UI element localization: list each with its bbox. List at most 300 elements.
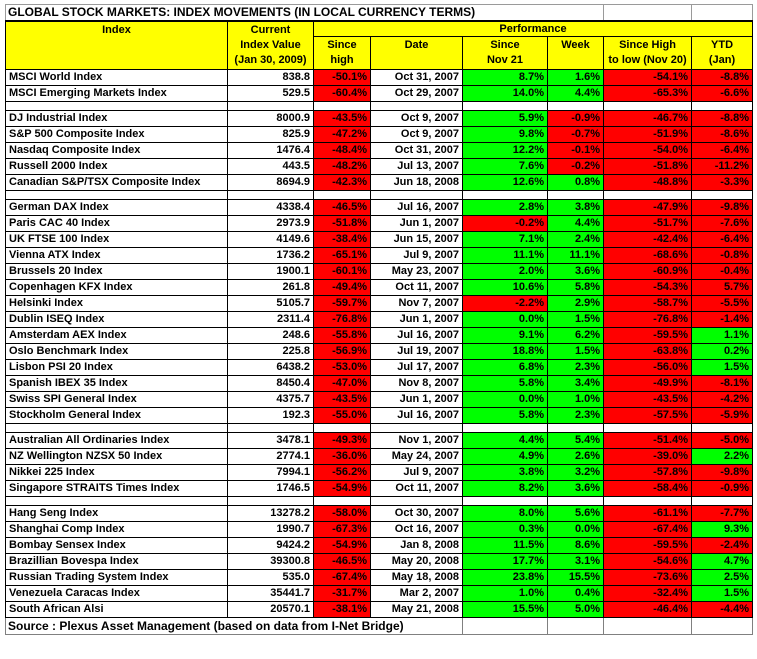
since-high-to-low-cell: -61.1% [604, 506, 692, 522]
date-line-1: Date [404, 39, 429, 51]
since-high-to-low-cell: -56.0% [604, 360, 692, 376]
current-value-cell: 8450.4 [228, 376, 314, 392]
separator-row [6, 102, 753, 111]
ytd-cell: -5.9% [692, 408, 753, 424]
date-cell: Jun 18, 2008 [371, 175, 463, 191]
since-nov21-cell: 15.5% [463, 602, 548, 618]
separator-cell [371, 497, 463, 506]
column-header-ytd [692, 37, 753, 70]
index-name-cell: Russian Trading System Index [6, 570, 228, 586]
ytd-cell: -8.6% [692, 127, 753, 143]
since-high-line-1: Since [327, 39, 357, 51]
since-high-cell: -67.4% [314, 570, 371, 586]
separator-cell [604, 424, 692, 433]
date-cell: Oct 31, 2007 [371, 143, 463, 159]
since-high-cell: -60.4% [314, 86, 371, 102]
date-cell: Jul 16, 2007 [371, 408, 463, 424]
since-high-to-low-cell: -59.5% [604, 538, 692, 554]
table-row [6, 538, 753, 554]
since-nov21-cell: 9.1% [463, 328, 548, 344]
column-header-date [371, 37, 463, 70]
separator-cell [692, 191, 753, 200]
column-header-index-label: Index [102, 23, 131, 36]
week-cell: 2.3% [548, 408, 604, 424]
separator-row [6, 191, 753, 200]
date-cell: Jun 1, 2007 [371, 312, 463, 328]
date-cell: Oct 11, 2007 [371, 280, 463, 296]
date-cell: Jul 16, 2007 [371, 200, 463, 216]
markets-table [5, 4, 753, 635]
table-row [6, 70, 753, 86]
week-cell: 3.2% [548, 465, 604, 481]
since-high-cell: -56.2% [314, 465, 371, 481]
table-row [6, 586, 753, 602]
ytd-cell: -9.8% [692, 465, 753, 481]
ytd-cell: 2.2% [692, 449, 753, 465]
since-nov21-cell: 5.8% [463, 408, 548, 424]
current-value-cell: 825.9 [228, 127, 314, 143]
ytd-cell: -2.4% [692, 538, 753, 554]
since-high-cell: -67.3% [314, 522, 371, 538]
since-high-cell: -76.8% [314, 312, 371, 328]
since-high-cell: -43.5% [314, 111, 371, 127]
week-cell: 6.2% [548, 328, 604, 344]
current-value-cell: 3478.1 [228, 433, 314, 449]
title-empty-cell [692, 5, 753, 21]
since-high-cell: -48.4% [314, 143, 371, 159]
index-name-cell: Vienna ATX Index [6, 248, 228, 264]
week-cell: -0.9% [548, 111, 604, 127]
since-nov21-cell: 8.7% [463, 70, 548, 86]
since-high-cell: -49.3% [314, 433, 371, 449]
date-cell: Jul 9, 2007 [371, 465, 463, 481]
current-value-cell: 8000.9 [228, 111, 314, 127]
date-cell: Jul 16, 2007 [371, 328, 463, 344]
separator-cell [548, 424, 604, 433]
current-value-cell: 2311.4 [228, 312, 314, 328]
since-high-to-low-cell: -49.9% [604, 376, 692, 392]
ytd-cell: -7.6% [692, 216, 753, 232]
ytd-cell: -8.1% [692, 376, 753, 392]
ytd-cell: -8.8% [692, 111, 753, 127]
since-high-cell: -50.1% [314, 70, 371, 86]
since-high-to-low-cell: -39.0% [604, 449, 692, 465]
current-value-cell: 13278.2 [228, 506, 314, 522]
separator-cell [604, 497, 692, 506]
since-high-to-low-cell: -51.7% [604, 216, 692, 232]
table-row [6, 376, 753, 392]
since-nov21-cell: 17.7% [463, 554, 548, 570]
ytd-cell: -8.8% [692, 70, 753, 86]
since-high-cell: -49.4% [314, 280, 371, 296]
since-nov21-cell: 2.0% [463, 264, 548, 280]
since-high-to-low-cell: -48.8% [604, 175, 692, 191]
week-cell: 1.5% [548, 312, 604, 328]
date-cell: Jan 8, 2008 [371, 538, 463, 554]
week-cell: 2.6% [548, 449, 604, 465]
separator-cell [314, 102, 371, 111]
index-name-cell: S&P 500 Composite Index [6, 127, 228, 143]
week-cell: 4.4% [548, 86, 604, 102]
current-value-cell: 6438.2 [228, 360, 314, 376]
date-cell: Mar 2, 2007 [371, 586, 463, 602]
since-high-to-low-cell: -42.4% [604, 232, 692, 248]
since-nov21-cell: 2.8% [463, 200, 548, 216]
week-cell: 3.8% [548, 200, 604, 216]
since-high-to-low-cell: -51.9% [604, 127, 692, 143]
table-row [6, 127, 753, 143]
since-high-to-low-cell: -60.9% [604, 264, 692, 280]
title-empty-cell [604, 5, 692, 21]
date-cell: Jun 15, 2007 [371, 232, 463, 248]
date-cell: May 18, 2008 [371, 570, 463, 586]
since-high-to-low-cell: -67.4% [604, 522, 692, 538]
separator-cell [548, 497, 604, 506]
current-value-cell: 35441.7 [228, 586, 314, 602]
since-nov21-cell: 11.5% [463, 538, 548, 554]
since-high-to-low-cell: -57.8% [604, 465, 692, 481]
separator-row [6, 497, 753, 506]
source-row [6, 618, 753, 635]
index-name-cell: Nikkei 225 Index [6, 465, 228, 481]
week-cell: 3.1% [548, 554, 604, 570]
since-high-cell: -48.2% [314, 159, 371, 175]
date-cell: Oct 16, 2007 [371, 522, 463, 538]
since-high-to-low-cell: -46.4% [604, 602, 692, 618]
since-nov21-cell: 18.8% [463, 344, 548, 360]
week-cell: 0.8% [548, 175, 604, 191]
ytd-cell: -4.2% [692, 392, 753, 408]
table-row [6, 312, 753, 328]
separator-cell [228, 497, 314, 506]
column-header-since-high-to-low [604, 37, 692, 70]
week-cell: 5.0% [548, 602, 604, 618]
since-high-cell: -55.8% [314, 328, 371, 344]
ytd-line-1: YTD [711, 39, 734, 51]
since-high-cell: -31.7% [314, 586, 371, 602]
separator-cell [463, 497, 548, 506]
since-high-to-low-cell: -76.8% [604, 312, 692, 328]
ytd-cell: -5.0% [692, 433, 753, 449]
since-nov21-cell: 8.0% [463, 506, 548, 522]
index-name-cell: Brussels 20 Index [6, 264, 228, 280]
date-cell: Jul 19, 2007 [371, 344, 463, 360]
index-name-cell: Amsterdam AEX Index [6, 328, 228, 344]
current-value-cell: 8694.9 [228, 175, 314, 191]
since-high-cell: -65.1% [314, 248, 371, 264]
since-high-to-low-cell: -54.6% [604, 554, 692, 570]
current-value-cell: 9424.2 [228, 538, 314, 554]
table-row [6, 328, 753, 344]
ytd-cell: -3.3% [692, 175, 753, 191]
week-cell: 5.6% [548, 506, 604, 522]
since-high-to-low-cell: -54.1% [604, 70, 692, 86]
separator-cell [314, 191, 371, 200]
date-cell: Nov 1, 2007 [371, 433, 463, 449]
since-high-cell: -38.1% [314, 602, 371, 618]
current-value-cell: 192.3 [228, 408, 314, 424]
since-high-cell: -47.2% [314, 127, 371, 143]
ytd-cell: 1.1% [692, 328, 753, 344]
ytd-cell: -0.8% [692, 248, 753, 264]
separator-cell [228, 191, 314, 200]
since-nov21-cell: 9.8% [463, 127, 548, 143]
source-empty-cell [463, 618, 548, 635]
week-cell: 3.6% [548, 481, 604, 497]
table-row [6, 264, 753, 280]
separator-cell [463, 191, 548, 200]
week-cell: 1.6% [548, 70, 604, 86]
separator-cell [692, 424, 753, 433]
column-header-index [6, 21, 228, 70]
separator-cell [371, 102, 463, 111]
current-value-cell: 529.5 [228, 86, 314, 102]
separator-cell [463, 102, 548, 111]
since-high-cell: -38.4% [314, 232, 371, 248]
table-row [6, 522, 753, 538]
current-value-cell: 1900.1 [228, 264, 314, 280]
current-line-2: Index Value [240, 38, 301, 51]
since-high-cell: -55.0% [314, 408, 371, 424]
table-row [6, 143, 753, 159]
since-nov21-cell: 11.1% [463, 248, 548, 264]
ytd-cell: -6.6% [692, 86, 753, 102]
since-high-cell: -59.7% [314, 296, 371, 312]
index-name-cell: Swiss SPI General Index [6, 392, 228, 408]
since-high-line-2: high [330, 54, 354, 66]
since-high-to-low-cell: -73.6% [604, 570, 692, 586]
week-cell: 8.6% [548, 538, 604, 554]
week-cell: 0.4% [548, 586, 604, 602]
separator-cell [6, 497, 228, 506]
week-cell: 5.8% [548, 280, 604, 296]
since-nov21-cell: 0.0% [463, 312, 548, 328]
ytd-cell: 4.7% [692, 554, 753, 570]
since-high-to-low-cell: -32.4% [604, 586, 692, 602]
ytd-cell: -4.4% [692, 602, 753, 618]
since-high-to-low-cell: -63.8% [604, 344, 692, 360]
since-high-to-low-cell: -54.3% [604, 280, 692, 296]
index-name-cell: South African Alsi [6, 602, 228, 618]
table-row [6, 465, 753, 481]
table-row [6, 86, 753, 102]
since-high-cell: -43.5% [314, 392, 371, 408]
since-nov21-line-1: Since [490, 39, 520, 51]
index-name-cell: Hang Seng Index [6, 506, 228, 522]
source-empty-cell [604, 618, 692, 635]
since-nov21-cell: 0.3% [463, 522, 548, 538]
since-nov21-cell: 12.2% [463, 143, 548, 159]
current-value-cell: 261.8 [228, 280, 314, 296]
index-name-cell: Canadian S&P/TSX Composite Index [6, 175, 228, 191]
week-cell: 1.0% [548, 392, 604, 408]
week-cell: 4.4% [548, 216, 604, 232]
since-nov21-cell: 6.8% [463, 360, 548, 376]
title-row [6, 5, 753, 21]
since-nov21-cell: 7.6% [463, 159, 548, 175]
table-row [6, 344, 753, 360]
current-value-cell: 248.6 [228, 328, 314, 344]
date-cell: Jul 17, 2007 [371, 360, 463, 376]
since-nov21-cell: 5.9% [463, 111, 548, 127]
since-high-to-low-cell: -46.7% [604, 111, 692, 127]
date-cell: Oct 31, 2007 [371, 70, 463, 86]
date-cell: May 23, 2007 [371, 264, 463, 280]
since-nov21-line-2: Nov 21 [486, 54, 524, 66]
current-value-cell: 2973.9 [228, 216, 314, 232]
ytd-line-2: (Jan) [708, 54, 736, 66]
since-high-cell: -46.5% [314, 554, 371, 570]
current-value-cell: 535.0 [228, 570, 314, 586]
ytd-cell: 0.2% [692, 344, 753, 360]
index-name-cell: Singapore STRAITS Times Index [6, 481, 228, 497]
current-value-cell: 39300.8 [228, 554, 314, 570]
index-name-cell: Lisbon PSI 20 Index [6, 360, 228, 376]
since-high-to-low-cell: -58.7% [604, 296, 692, 312]
week-cell: 11.1% [548, 248, 604, 264]
separator-cell [548, 191, 604, 200]
index-name-cell: Australian All Ordinaries Index [6, 433, 228, 449]
column-header-since-high [314, 37, 371, 70]
ytd-cell: -6.4% [692, 143, 753, 159]
table-row [6, 200, 753, 216]
since-high-cell: -36.0% [314, 449, 371, 465]
table-row [6, 481, 753, 497]
week-cell: 3.4% [548, 376, 604, 392]
week-cell: 0.0% [548, 522, 604, 538]
current-value-cell: 5105.7 [228, 296, 314, 312]
since-high-cell: -46.5% [314, 200, 371, 216]
since-high-to-low-cell: -68.6% [604, 248, 692, 264]
current-value-cell: 7994.1 [228, 465, 314, 481]
since-nov21-cell: 14.0% [463, 86, 548, 102]
column-header-week [548, 37, 604, 70]
ytd-cell: -6.4% [692, 232, 753, 248]
table-row [6, 449, 753, 465]
since-nov21-cell: 1.0% [463, 586, 548, 602]
since-nov21-cell: 5.8% [463, 376, 548, 392]
index-name-cell: Dublin ISEQ Index [6, 312, 228, 328]
current-value-cell: 20570.1 [228, 602, 314, 618]
index-name-cell: Russell 2000 Index [6, 159, 228, 175]
ytd-cell: -1.4% [692, 312, 753, 328]
table-row [6, 506, 753, 522]
index-name-cell: Copenhagen KFX Index [6, 280, 228, 296]
table-row [6, 408, 753, 424]
separator-cell [6, 424, 228, 433]
separator-cell [228, 424, 314, 433]
index-name-cell: Oslo Benchmark Index [6, 344, 228, 360]
since-nov21-cell: 0.0% [463, 392, 548, 408]
index-name-cell: MSCI World Index [6, 70, 228, 86]
table-row [6, 248, 753, 264]
current-value-cell: 225.8 [228, 344, 314, 360]
table-row [6, 433, 753, 449]
date-cell: Oct 11, 2007 [371, 481, 463, 497]
ytd-cell: -0.4% [692, 264, 753, 280]
week-cell: 2.4% [548, 232, 604, 248]
since-high-cell: -60.1% [314, 264, 371, 280]
table-row [6, 360, 753, 376]
since-nov21-cell: 7.1% [463, 232, 548, 248]
week-cell: -0.7% [548, 127, 604, 143]
since-high-to-low-line-2: to low (Nov 20) [608, 54, 687, 66]
current-line-3: (Jan 30, 2009) [234, 53, 307, 66]
ytd-cell: 1.5% [692, 586, 753, 602]
index-name-cell: NZ Wellington NZSX 50 Index [6, 449, 228, 465]
current-value-cell: 4338.4 [228, 200, 314, 216]
since-high-to-low-line-1: Since High [619, 39, 676, 51]
current-value-cell: 1746.5 [228, 481, 314, 497]
separator-cell [604, 191, 692, 200]
current-value-cell: 443.5 [228, 159, 314, 175]
since-high-to-low-cell: -51.4% [604, 433, 692, 449]
since-nov21-cell: 23.8% [463, 570, 548, 586]
separator-cell [314, 497, 371, 506]
week-cell: 2.9% [548, 296, 604, 312]
table-row [6, 296, 753, 312]
ytd-cell: -11.2% [692, 159, 753, 175]
date-cell: Oct 29, 2007 [371, 86, 463, 102]
index-name-cell: Shanghai Comp Index [6, 522, 228, 538]
index-name-cell: Helsinki Index [6, 296, 228, 312]
ytd-cell: 5.7% [692, 280, 753, 296]
table-row [6, 159, 753, 175]
index-name-cell: Paris CAC 40 Index [6, 216, 228, 232]
since-high-to-low-cell: -59.5% [604, 328, 692, 344]
table-row [6, 392, 753, 408]
separator-cell [604, 102, 692, 111]
week-cell: 1.5% [548, 344, 604, 360]
since-high-cell: -51.8% [314, 216, 371, 232]
date-cell: May 21, 2008 [371, 602, 463, 618]
index-name-cell: Bombay Sensex Index [6, 538, 228, 554]
week-cell: -0.1% [548, 143, 604, 159]
table-row [6, 602, 753, 618]
separator-cell [692, 102, 753, 111]
column-header-performance: Performance [314, 21, 753, 37]
since-nov21-cell: 4.9% [463, 449, 548, 465]
since-nov21-cell: 3.8% [463, 465, 548, 481]
page-title: GLOBAL STOCK MARKETS: INDEX MOVEMENTS (IN LOCAL CURRENCY TERMS) [6, 5, 604, 21]
separator-cell [6, 191, 228, 200]
since-nov21-cell: -2.2% [463, 296, 548, 312]
table-row [6, 232, 753, 248]
current-value-cell: 1990.7 [228, 522, 314, 538]
since-high-to-low-cell: -54.0% [604, 143, 692, 159]
current-value-cell: 2774.1 [228, 449, 314, 465]
week-cell: 5.4% [548, 433, 604, 449]
date-cell: Nov 7, 2007 [371, 296, 463, 312]
week-cell: 15.5% [548, 570, 604, 586]
since-high-cell: -56.9% [314, 344, 371, 360]
separator-cell [371, 424, 463, 433]
index-name-cell: Nasdaq Composite Index [6, 143, 228, 159]
current-value-cell: 838.8 [228, 70, 314, 86]
date-cell: Jul 13, 2007 [371, 159, 463, 175]
since-nov21-cell: 4.4% [463, 433, 548, 449]
markets-sheet [5, 4, 753, 635]
since-high-cell: -42.3% [314, 175, 371, 191]
since-nov21-cell: 10.6% [463, 280, 548, 296]
ytd-cell: -7.7% [692, 506, 753, 522]
index-name-cell: Venezuela Caracas Index [6, 586, 228, 602]
table-row [6, 570, 753, 586]
table-row [6, 554, 753, 570]
week-cell: -0.2% [548, 159, 604, 175]
ytd-cell: 1.5% [692, 360, 753, 376]
separator-cell [692, 497, 753, 506]
